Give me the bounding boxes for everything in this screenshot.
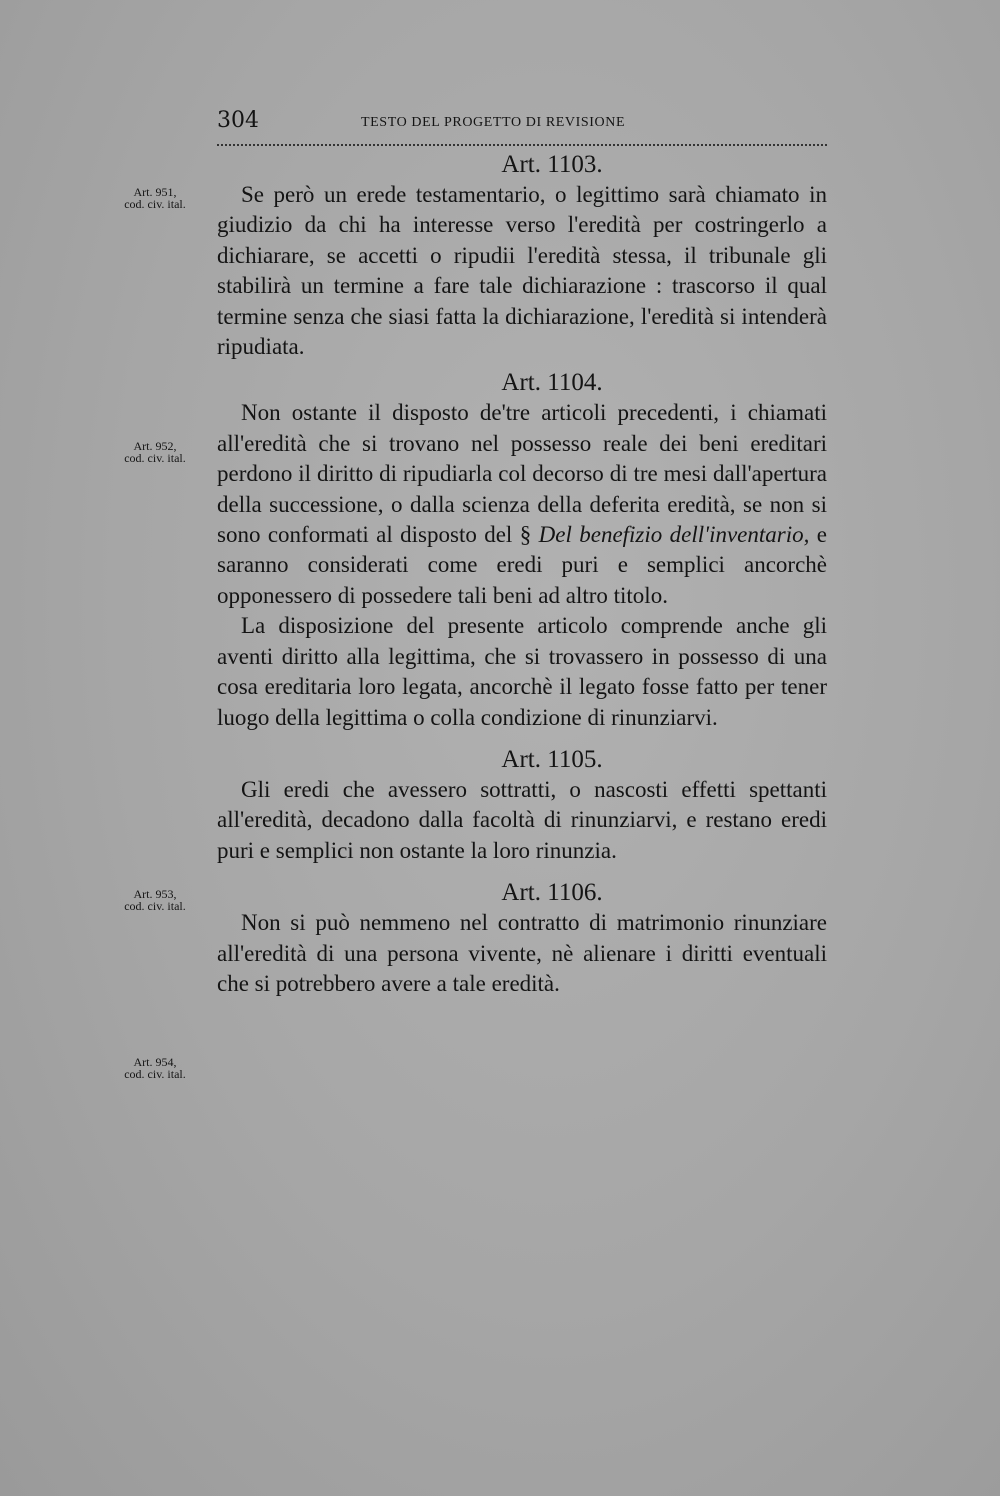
margin-note-art-952	[100, 440, 210, 464]
margin-note-code: cod. civ. ital.	[124, 899, 186, 913]
article-title-1106: Art. 1106.	[501, 879, 603, 907]
margin-note-code: cod. civ. ital.	[124, 1067, 186, 1081]
article-1105-paragraph: Gli eredi che avessero sottratti, o nascosti effetti spettanti all'eredità, decadono dalla facoltà di rinunziarvi, e restano eredi puri e semplici non ostante la loro rinunzia.	[217, 776, 827, 863]
margin-note-art-954	[100, 1056, 210, 1080]
margin-note-art-953	[100, 888, 210, 912]
page-number: 304	[217, 108, 259, 133]
margin-note-ref: Art. 954,	[133, 1055, 177, 1069]
page-header	[217, 108, 827, 144]
article-1104-text-after: e saranno considerati come eredi puri e semplici ancorchè opponessero di possedere tali beni ad altro titolo.	[217, 522, 827, 608]
article-1104-paragraph-1	[217, 398, 827, 611]
margin-note-ref: Art. 952,	[133, 439, 177, 453]
body-text	[217, 150, 827, 999]
article-1103-paragraph: Se però un erede testamentario, o legittimo sarà chiamato in giudizio da chi ha interesse verso l'eredità per costringerlo a dichiarare, se accetti o ripudii l'eredità stessa, il tribunale gli stabilirà un termine a fare tale dichiarazione : trascorso il qual termine senza che siasi fatta la dichiarazione, l'eredità si intenderà ripudiata.	[217, 182, 827, 360]
margin-note-code: cod. civ. ital.	[124, 197, 186, 211]
article-title-1103: Art. 1103.	[501, 151, 603, 178]
article-1104-italic-reference: Del benefizio dell'inventario,	[538, 522, 810, 548]
running-title: TESTO DEL PROGETTO DI REVISIONE	[361, 115, 626, 130]
article-1104-paragraph-2: La disposizione del presente articolo comprende anche gli aventi diritto alla legittima, che si trovassero in possesso di una cosa ereditaria loro legata, ancorchè il legato fosse fatto per tener luogo della legittima o colla condizione di rinunziarvi.	[217, 613, 827, 730]
margin-note-ref: Art. 953,	[133, 887, 177, 901]
margin-note-art-951	[100, 186, 210, 210]
article-1104-text-before: Non ostante il disposto de'tre articoli precedenti, i chiamati all'eredità che si trovano nel possesso reale dei beni ereditari perdono il diritto di ripudiarla col decorso di tre mesi dall'apertura della successione, o dalla scienza della deferita eredità, se non si sono conformati al disposto del §	[217, 400, 827, 548]
header-rule	[217, 144, 827, 146]
article-1106-paragraph: Non si può nemmeno nel contratto di matrimonio rinunziare all'eredità di una persona vivente, nè alienare i diritti eventuali che si potrebbero avere a tale eredità.	[217, 910, 827, 996]
article-title-1105: Art. 1105.	[501, 745, 603, 773]
margin-note-ref: Art. 951,	[133, 185, 177, 199]
margin-note-code: cod. civ. ital.	[124, 451, 186, 465]
article-title-1104: Art. 1104.	[501, 369, 603, 397]
